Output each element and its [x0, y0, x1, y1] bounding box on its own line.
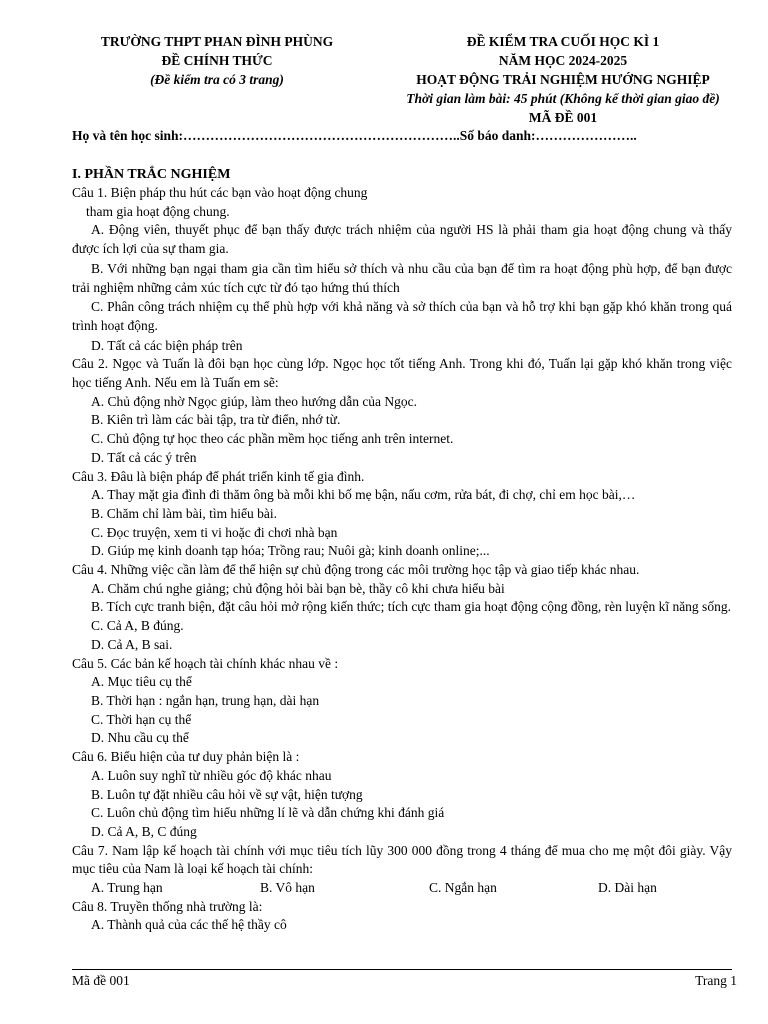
question-3: [72, 468, 732, 562]
option-c: C. Cả A, B đúng.: [91, 618, 184, 634]
question-continuation: tham gia hoạt động chung.: [86, 203, 230, 219]
header-right: [378, 32, 748, 127]
option-d: D. Cả A, B, C đúng: [91, 823, 197, 839]
option-b: B. Luôn tự đặt nhiều câu hỏi về sự vật, hiện tượng: [91, 786, 363, 802]
option-b: B. Chăm chỉ làm bài, tìm hiểu bài.: [91, 505, 277, 521]
footer-divider: [72, 969, 732, 970]
option-a: A. Chủ động nhờ Ngọc giúp, làm theo hướng dẫn của Ngọc.: [91, 393, 418, 409]
pages-note: (Đề kiểm tra có 3 trang): [150, 72, 284, 87]
option-d: D. Cả A, B sai.: [91, 636, 173, 652]
exam-content: [72, 165, 732, 935]
school-name: TRƯỜNG THPT PHAN ĐÌNH PHÙNG: [100, 34, 334, 49]
option-c: C. Đọc truyện, xem ti vi hoặc đi chơi nhà bạn: [91, 524, 338, 540]
option-c: C. Chủ động tự học theo các phần mềm học tiếng anh trên internet.: [91, 431, 454, 447]
question-7: [72, 842, 732, 898]
option-b: B. Tích cực tranh biện, đặt câu hỏi mở rộng kiến thức; tích cực tham gia hoạt động cộng đồng, rèn luyện kĩ năng sống.: [91, 599, 731, 615]
option-d: D. Dài hạn: [598, 880, 657, 896]
section-title: I. PHẦN TRẮC NGHIỆM: [72, 167, 231, 182]
question-text: Câu 3. Đâu là biện pháp để phát triển kinh tế gia đình.: [72, 468, 365, 484]
footer-exam-code: Mã đề 001: [72, 973, 130, 988]
question-text: Câu 6. Biểu hiện của tư duy phản biện là :: [72, 749, 300, 765]
official-label: ĐỀ CHÍNH THỨC: [161, 53, 273, 68]
option-c: C. Phân công trách nhiệm cụ thể phù hợp với khả năng và sở thích của bạn và hỗ trợ khi bạn gặp khó khăn trong quá trình hoạt động.: [72, 299, 732, 333]
option-a: A. Luôn suy nghĩ từ nhiều góc độ khác nhau: [91, 767, 332, 783]
option-c: C. Thời hạn cụ thể: [91, 711, 192, 727]
question-text: Câu 4. Những việc cần làm để thể hiện sự chủ động trong các môi trường học tập và giao tiếp khác nhau.: [72, 562, 640, 578]
option-d: D. Tất cả các ý trên: [91, 449, 197, 465]
question-5: [72, 655, 732, 749]
question-4: [72, 561, 732, 655]
question-2: [72, 355, 732, 467]
option-b: B. Kiên trì làm các bài tập, tra từ điển, nhớ từ.: [91, 412, 341, 428]
question-8: [72, 898, 732, 935]
option-d: D. Nhu cầu cụ thể: [91, 730, 189, 746]
exam-title: ĐỀ KIỂM TRA CUỐI HỌC KÌ 1: [466, 34, 660, 49]
option-d: D. Giúp mẹ kinh doanh tạp hóa; Trồng rau; Nuôi gà; kinh doanh online;...: [91, 543, 490, 559]
option-a: A. Chăm chú nghe giảng; chủ động hỏi bài bạn bè, thầy cô khi chưa hiểu bài: [91, 580, 505, 596]
option-b: B. Thời hạn : ngắn hạn, trung hạn, dài hạn: [91, 692, 320, 708]
question-1: [72, 184, 732, 355]
subject-title: HOẠT ĐỘNG TRẢI NGHIỆM HƯỚNG NGHIỆP: [416, 72, 710, 87]
option-b: B. Với những bạn ngại tham gia cần tìm hiểu sở thích và nhu cầu của bạn để tìm ra hoạt động phù hợp, để bạn được trải nghiệm những cảm xúc tích cực từ đó tạo hứng thú thích: [72, 260, 732, 295]
question-text: Câu 2. Ngọc và Tuấn là đôi bạn học cùng lớp. Ngọc học tốt tiếng Anh. Trong khi đó, Tuấn lại gặp khó khăn trong việc học tiếng Anh. Nếu em là Tuấn em sẽ:: [72, 356, 732, 391]
student-info-line: Họ và tên học sinh:……………………………………………………..Số báo danh:…………………..: [72, 128, 637, 143]
option-a: A. Thay mặt gia đình đi thăm ông bà mỗi khi bố mẹ bận, nấu cơm, rửa bát, đi chợ, chỉ em học bài,…: [91, 487, 636, 503]
question-6: [72, 748, 732, 842]
option-c: C. Luôn chủ động tìm hiểu những lí lẽ và dẫn chứng khi đánh giá: [91, 805, 445, 821]
exam-code: MÃ ĐỀ 001: [528, 110, 598, 125]
question-text: Câu 1. Biện pháp thu hút các bạn vào hoạt động chung: [72, 185, 368, 200]
options-row: [72, 879, 732, 898]
option-a: A. Mục tiêu cụ thể: [91, 674, 192, 690]
option-b: B. Vô hạn: [260, 880, 315, 896]
option-a: A. Động viên, thuyết phục để bạn thấy được trách nhiệm của người HS là phải tham gia hoạt động chung và thấy được ích lợi của sự tham gia.: [72, 222, 732, 257]
time-note: Thời gian làm bài: 45 phút (Không kể thời gian giao đề): [406, 91, 720, 106]
option-a: A. Trung hạn: [91, 880, 163, 896]
question-text: Câu 5. Các bản kế hoạch tài chính khác nhau về :: [72, 655, 339, 671]
option-a: A. Thành quả của các thế hệ thầy cô: [91, 917, 287, 933]
header-left: [72, 32, 362, 89]
option-d: D. Tất cả các biện pháp trên: [91, 337, 243, 353]
school-year: NĂM HỌC 2024-2025: [498, 53, 628, 68]
question-text: Câu 7. Nam lập kế hoạch tài chính với mục tiêu tích lũy 300 000 đồng trong 4 tháng để mua cho mẹ một đôi giày. Vậy mục tiêu của Nam là loại kế hoạch tài chính:: [72, 842, 732, 877]
footer-page-number: Trang 1: [695, 973, 737, 988]
option-c: C. Ngắn hạn: [429, 880, 497, 896]
question-text: Câu 8. Truyền thống nhà trường là:: [72, 898, 263, 914]
